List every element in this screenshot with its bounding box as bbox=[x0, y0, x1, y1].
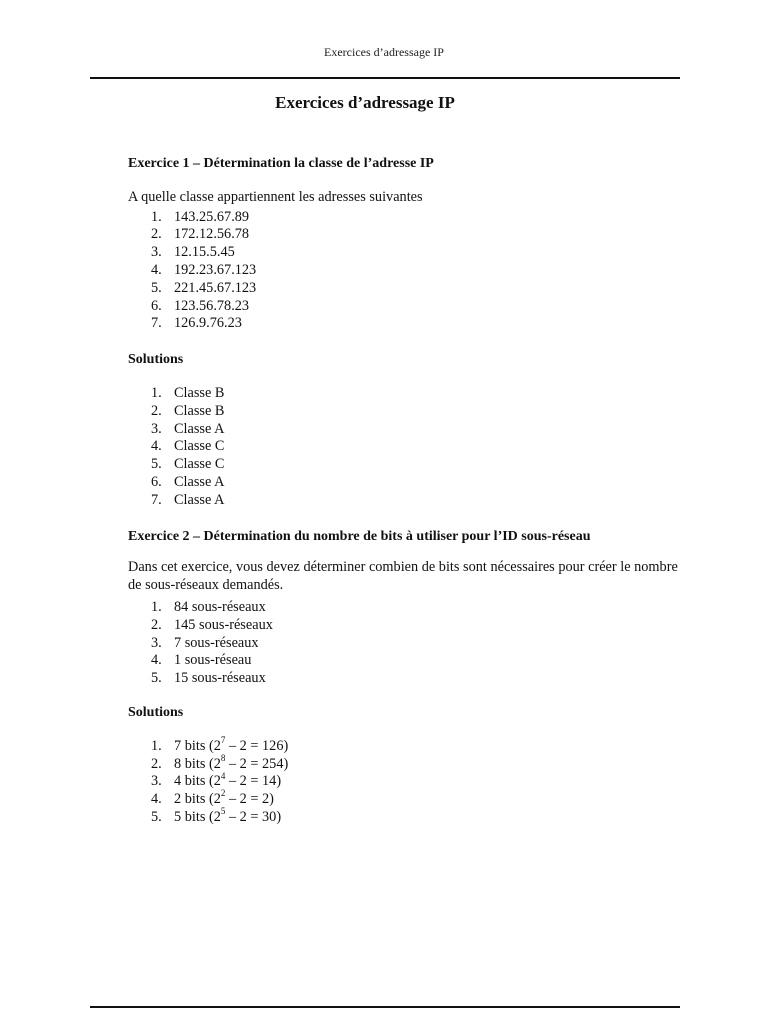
list-item bbox=[128, 226, 688, 244]
list-number: 2. bbox=[151, 616, 162, 633]
list-number: 1. bbox=[151, 598, 162, 615]
solution-text: Classe B bbox=[174, 402, 225, 419]
subnet-count: 7 sous-réseaux bbox=[174, 634, 259, 651]
solution-text bbox=[174, 734, 688, 756]
solution-text bbox=[174, 788, 688, 809]
list-number: 2. bbox=[151, 402, 162, 419]
solution-prefix: 7 bits (2 bbox=[174, 737, 221, 754]
list-item bbox=[128, 670, 688, 688]
ip-address: 126.9.76.23 bbox=[174, 315, 242, 332]
solution-suffix: – 2 = 254) bbox=[225, 755, 289, 772]
exercise2-list bbox=[128, 599, 688, 688]
list-number: 3. bbox=[151, 244, 162, 261]
exercise1-prompt: A quelle classe appartiennent les adresses suivantes bbox=[128, 188, 423, 205]
list-item bbox=[128, 438, 688, 456]
list-number: 5. bbox=[151, 808, 162, 825]
solution-text bbox=[174, 752, 688, 774]
solution-text: Classe A bbox=[174, 420, 225, 437]
list-number: 7. bbox=[151, 315, 162, 332]
subnet-count: 84 sous-réseaux bbox=[174, 598, 266, 615]
list-item bbox=[128, 421, 688, 439]
list-number: 4. bbox=[151, 261, 162, 278]
solution-text: Classe A bbox=[174, 491, 225, 508]
subnet-count: 145 sous-réseaux bbox=[174, 616, 273, 633]
ip-address: 172.12.56.78 bbox=[174, 226, 250, 243]
list-item bbox=[128, 403, 688, 421]
solution-exponent: 2 bbox=[220, 788, 226, 799]
solution-suffix: – 2 = 2) bbox=[225, 791, 274, 808]
list-number: 4. bbox=[151, 438, 162, 455]
list-item bbox=[128, 599, 688, 617]
solution-suffix: – 2 = 126) bbox=[225, 737, 289, 754]
ip-address: 12.15.5.45 bbox=[174, 244, 235, 261]
exercise2-heading: Exercice 2 – Détermination du nombre de bits à utiliser pour l’ID sous-réseau bbox=[128, 528, 591, 544]
solution-text: Classe B bbox=[174, 384, 225, 401]
list-number: 6. bbox=[151, 473, 162, 490]
running-header: Exercices d’adressage IP bbox=[324, 45, 444, 59]
list-item bbox=[128, 635, 688, 653]
exercise1-solutions-list bbox=[128, 385, 688, 510]
exercise1-solutions-heading: Solutions bbox=[128, 352, 184, 368]
list-item bbox=[128, 474, 688, 492]
list-number: 4. bbox=[151, 652, 162, 669]
list-item bbox=[128, 806, 688, 827]
solution-text bbox=[174, 806, 688, 827]
footer-rule bbox=[90, 1006, 680, 1008]
list-item bbox=[128, 770, 688, 791]
exercise2-solutions-list bbox=[128, 734, 688, 827]
ip-address: 143.25.67.89 bbox=[174, 208, 250, 225]
exercise2-prompt: Dans cet exercice, vous devez déterminer combien de bits sont nécessaires pour créer le nombre de sous-réseaux demandés. bbox=[128, 559, 678, 594]
document-body bbox=[128, 88, 688, 827]
list-number: 5. bbox=[151, 279, 162, 296]
list-number: 2. bbox=[151, 226, 162, 243]
solution-exponent: 8 bbox=[220, 752, 226, 763]
list-number: 1. bbox=[151, 208, 162, 225]
list-item bbox=[128, 456, 688, 474]
list-number: 6. bbox=[151, 297, 162, 314]
solution-suffix: – 2 = 30) bbox=[225, 808, 282, 825]
solution-text: Classe A bbox=[174, 473, 225, 490]
list-item bbox=[128, 385, 688, 403]
list-item bbox=[128, 492, 688, 510]
header-rule bbox=[90, 77, 680, 79]
subnet-count: 15 sous-réseaux bbox=[174, 670, 266, 687]
list-item bbox=[128, 244, 688, 262]
solution-suffix: – 2 = 14) bbox=[225, 773, 282, 790]
list-item bbox=[128, 788, 688, 809]
list-number: 7. bbox=[151, 491, 162, 508]
solution-text: Classe C bbox=[174, 438, 225, 455]
list-item bbox=[128, 298, 688, 316]
solution-exponent: 7 bbox=[220, 734, 226, 745]
solution-prefix: 5 bits (2 bbox=[174, 808, 221, 825]
solution-exponent: 4 bbox=[220, 770, 226, 781]
list-item bbox=[128, 262, 688, 280]
list-item bbox=[128, 652, 688, 670]
list-item bbox=[128, 617, 688, 635]
list-number: 3. bbox=[151, 634, 162, 651]
list-number: 3. bbox=[151, 420, 162, 437]
list-item bbox=[128, 315, 688, 333]
list-number: 2. bbox=[151, 755, 162, 772]
solution-text: Classe C bbox=[174, 456, 225, 473]
document-title: Exercices d’adressage IP bbox=[275, 93, 455, 112]
ip-address: 192.23.67.123 bbox=[174, 261, 257, 278]
exercise1-list bbox=[128, 209, 688, 334]
solution-text bbox=[174, 770, 688, 791]
list-number: 5. bbox=[151, 670, 162, 687]
list-number: 4. bbox=[151, 791, 162, 808]
list-number: 3. bbox=[151, 773, 162, 790]
subnet-count: 1 sous-réseau bbox=[174, 652, 252, 669]
list-item bbox=[128, 734, 688, 756]
list-number: 5. bbox=[151, 456, 162, 473]
solution-prefix: 8 bits (2 bbox=[174, 755, 221, 772]
list-item bbox=[128, 280, 688, 298]
list-item bbox=[128, 752, 688, 774]
solution-exponent: 5 bbox=[220, 806, 226, 817]
exercise2-solutions-heading: Solutions bbox=[128, 704, 184, 720]
ip-address: 221.45.67.123 bbox=[174, 279, 257, 296]
list-number: 1. bbox=[151, 384, 162, 401]
solution-prefix: 2 bits (2 bbox=[174, 791, 221, 808]
exercise1-heading: Exercice 1 – Détermination la classe de l’adresse IP bbox=[128, 156, 434, 171]
ip-address: 123.56.78.23 bbox=[174, 297, 250, 314]
list-item bbox=[128, 209, 688, 227]
solution-prefix: 4 bits (2 bbox=[174, 773, 221, 790]
list-number: 1. bbox=[151, 737, 162, 754]
